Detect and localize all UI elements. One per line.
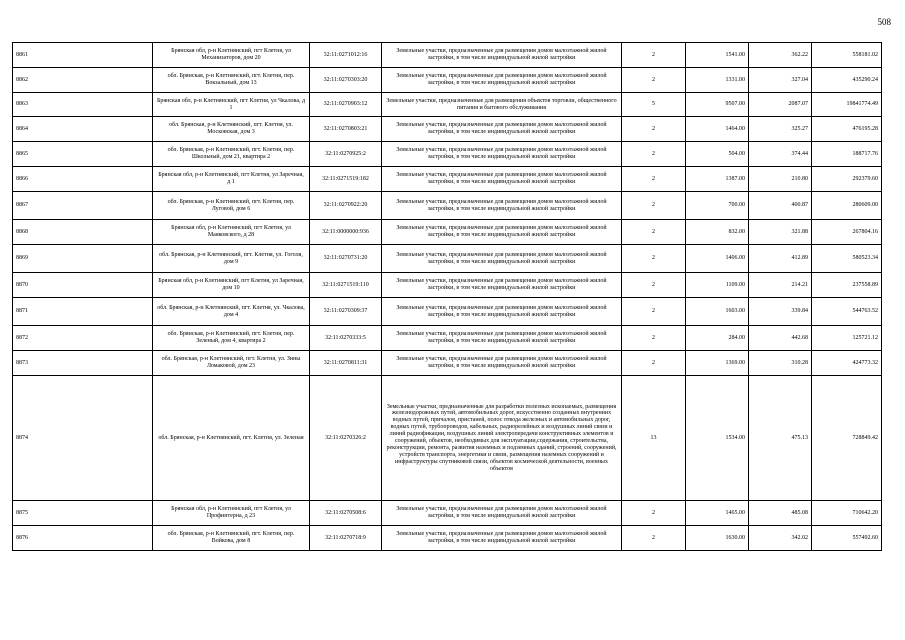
land-use-cell: Земельные участки, предназначенные для размещения домов малоэтажной жилой застройки, в том числе индивидуальной жилой застройки <box>382 273 622 298</box>
table-row <box>13 93 882 117</box>
address-cell: Брянская обл, р-н Клетнянский, пгт Клетня, ул Механизаторов, дом 20 <box>153 43 310 68</box>
group-cell: 2 <box>622 192 686 220</box>
row-number: 8873 <box>13 351 153 376</box>
address-cell: Брянская обл, р-н Клетнянский, пгт Клетня, ул Заречная, д 1 <box>153 167 310 192</box>
specific-value-cell: 325.27 <box>749 117 812 142</box>
area-cell: 1464.00 <box>686 117 749 142</box>
area-cell: 504.00 <box>686 142 749 167</box>
row-number: 8861 <box>13 43 153 68</box>
group-cell: 2 <box>622 142 686 167</box>
group-cell: 2 <box>622 273 686 298</box>
specific-value-cell: 374.44 <box>749 142 812 167</box>
address-cell: обл. Брянская, р-н Клетнянский, пгт. Клетня, ул. Зеленая <box>153 376 310 501</box>
cadastral-value-cell: 188717.76 <box>812 142 882 167</box>
cadastral-value-cell: 580523.34 <box>812 245 882 273</box>
address-cell: обл. Брянская, р-н Клетнянский, пгт. Клетня, ул. Московская, дом 3 <box>153 117 310 142</box>
group-cell: 2 <box>622 68 686 93</box>
cadastral-number-cell: 32:11:0000000:936 <box>310 220 382 245</box>
cadastral-number-cell: 32:11:0271519:110 <box>310 273 382 298</box>
cadastral-number-cell: 32:11:0271519:182 <box>310 167 382 192</box>
area-cell: 1603.00 <box>686 298 749 326</box>
table-row <box>13 298 882 326</box>
table-row <box>13 326 882 351</box>
cadastral-value-cell: 424773.32 <box>812 351 882 376</box>
land-use-cell: Земельные участки, предназначенные для размещения домов малоэтажной жилой застройки, в том числе индивидуальной жилой застройки <box>382 326 622 351</box>
cadastral-value-cell: 544763.52 <box>812 298 882 326</box>
specific-value-cell: 321.88 <box>749 220 812 245</box>
cadastral-number-cell: 32:11:0270303:20 <box>310 68 382 93</box>
land-use-cell: Земельные участки, предназначенные для размещения домов малоэтажной жилой застройки, в том числе индивидуальной жилой застройки <box>382 117 622 142</box>
group-cell: 2 <box>622 326 686 351</box>
land-use-cell: Земельные участки, предназначенные для размещения домов малоэтажной жилой застройки, в том числе индивидуальной жилой застройки <box>382 43 622 68</box>
address-cell: Брянская обл, р-н Клетнянский, пгт Клетня, ул Чкалова, д 1 <box>153 93 310 117</box>
address-cell: обл. Брянская, р-н Клетнянский, пгт. Клетня, ул. Зины Ломаковой, дом 23 <box>153 351 310 376</box>
address-cell: обл. Брянская, р-н Клетнянский, пгт. Клетня, ул. Гоголя, дом 9 <box>153 245 310 273</box>
table-row <box>13 142 882 167</box>
specific-value-cell: 442.68 <box>749 326 812 351</box>
row-number: 8874 <box>13 376 153 501</box>
specific-value-cell: 475.13 <box>749 376 812 501</box>
area-cell: 1406.00 <box>686 245 749 273</box>
address-cell: обл. Брянская, р-н Клетнянский, пгт. Клетня, пер. Войкова, дом 8 <box>153 526 310 551</box>
group-cell: 2 <box>622 526 686 551</box>
group-cell: 2 <box>622 117 686 142</box>
cadastral-value-cell: 710642.20 <box>812 501 882 526</box>
group-cell: 2 <box>622 298 686 326</box>
address-cell: Брянская обл, р-н Клетнянский, пгт Клетня, ул Профинтерна, д 23 <box>153 501 310 526</box>
row-number: 8868 <box>13 220 153 245</box>
land-use-cell: Земельные участки, предназначенные для размещения домов малоэтажной жилой застройки, в том числе индивидуальной жилой застройки <box>382 68 622 93</box>
land-use-cell: Земельные участки, предназначенные для размещения домов малоэтажной жилой застройки, в том числе индивидуальной жилой застройки <box>382 298 622 326</box>
land-use-cell: Земельные участки, предназначенные для размещения домов малоэтажной жилой застройки, в том числе индивидуальной жилой застройки <box>382 142 622 167</box>
area-cell: 1541.00 <box>686 43 749 68</box>
cadastral-value-cell: 728849.42 <box>812 376 882 501</box>
area-cell: 1534.00 <box>686 376 749 501</box>
row-number: 8863 <box>13 93 153 117</box>
group-cell: 13 <box>622 376 686 501</box>
table-row <box>13 273 882 298</box>
table-body <box>13 43 882 551</box>
specific-value-cell: 412.89 <box>749 245 812 273</box>
cadastral-number-cell: 32:11:0270811:31 <box>310 351 382 376</box>
area-cell: 832.00 <box>686 220 749 245</box>
land-use-cell: Земельные участки, предназначенные для разработки полезных ископаемых, размещения железнодорожных путей, автомобильных дорог, искусственно созданных внутренних водных путей, причалов, пристаней, полос отвода железных и автомобильных дорог, водных путей, трубопроводов, кабельных, радиорелейных и воздушных линий связи и линий радиофикации, воздушных линий электропередачи конструктивных элементов и сооружений, объектов, необходимых для эксплуатации,содержания, строительства, реконструкции, ремонта, развития наземных и подземных зданий, строений, сооружений, устройств транспорта, энергетики и связи, размещения наземных сооружений и инфраструктуры спутниковой связи, объектов космической деятельности, военных объектов <box>382 376 622 501</box>
area-cell: 700.00 <box>686 192 749 220</box>
group-cell: 5 <box>622 93 686 117</box>
specific-value-cell: 342.02 <box>749 526 812 551</box>
address-cell: Брянская обл, р-н Клетнянский, пгт Клетня, ул Маяковского, д 28 <box>153 220 310 245</box>
land-use-cell: Земельные участки, предназначенные для размещения домов малоэтажной жилой застройки, в том числе индивидуальной жилой застройки <box>382 192 622 220</box>
cadastral-value-cell: 280609.00 <box>812 192 882 220</box>
row-number: 8862 <box>13 68 153 93</box>
cadastral-value-cell: 292379.60 <box>812 167 882 192</box>
cadastral-value-table <box>12 42 882 551</box>
area-cell: 1387.00 <box>686 167 749 192</box>
row-number: 8867 <box>13 192 153 220</box>
area-cell: 1109.00 <box>686 273 749 298</box>
cadastral-number-cell: 32:11:0270309:37 <box>310 298 382 326</box>
land-use-cell: Земельные участки, предназначенные для размещения домов малоэтажной жилой застройки, в том числе индивидуальной жилой застройки <box>382 220 622 245</box>
row-number: 8864 <box>13 117 153 142</box>
cadastral-number-cell: 32:11:0270922:20 <box>310 192 382 220</box>
table-row <box>13 68 882 93</box>
cadastral-number-cell: 32:11:0270925:2 <box>310 142 382 167</box>
land-use-cell: Земельные участки, предназначенные для размещения домов малоэтажной жилой застройки, в том числе индивидуальной жилой застройки <box>382 167 622 192</box>
cadastral-number-cell: 32:11:0270326:2 <box>310 376 382 501</box>
table-row <box>13 220 882 245</box>
table-row <box>13 245 882 273</box>
specific-value-cell: 362.22 <box>749 43 812 68</box>
area-cell: 284.00 <box>686 326 749 351</box>
specific-value-cell: 2087.07 <box>749 93 812 117</box>
address-cell: Брянская обл, р-н Клетнянский, пгт Клетня, ул Заречная, дом 10 <box>153 273 310 298</box>
cadastral-number-cell: 32:11:0270718:9 <box>310 526 382 551</box>
row-number: 8876 <box>13 526 153 551</box>
address-cell: обл. Брянская, р-н Клетнянский, пгт. Клетня, пер. Луговой, дом 6 <box>153 192 310 220</box>
group-cell: 2 <box>622 220 686 245</box>
table-row <box>13 351 882 376</box>
address-cell: обл. Брянская, р-н Клетнянский, пгт. Клетня, пер. Вокзальный, дом 13 <box>153 68 310 93</box>
area-cell: 1465.00 <box>686 501 749 526</box>
group-cell: 2 <box>622 351 686 376</box>
cadastral-value-cell: 125721.12 <box>812 326 882 351</box>
cadastral-number-cell: 32:11:0270731:20 <box>310 245 382 273</box>
cadastral-number-cell: 32:11:0271012:16 <box>310 43 382 68</box>
row-number: 8870 <box>13 273 153 298</box>
specific-value-cell: 310.28 <box>749 351 812 376</box>
cadastral-value-cell: 476195.28 <box>812 117 882 142</box>
cadastral-value-cell: 237558.89 <box>812 273 882 298</box>
area-cell: 1331.00 <box>686 68 749 93</box>
table-row <box>13 117 882 142</box>
table-row <box>13 192 882 220</box>
row-number: 8865 <box>13 142 153 167</box>
cadastral-number-cell: 32:11:0270508:6 <box>310 501 382 526</box>
cadastral-value-cell: 558181.02 <box>812 43 882 68</box>
specific-value-cell: 327.04 <box>749 68 812 93</box>
area-cell: 1630.00 <box>686 526 749 551</box>
row-number: 8871 <box>13 298 153 326</box>
cadastral-value-cell: 557492.60 <box>812 526 882 551</box>
cadastral-value-cell: 19841774.49 <box>812 93 882 117</box>
specific-value-cell: 400.87 <box>749 192 812 220</box>
land-use-cell: Земельные участки, предназначенные для размещения домов малоэтажной жилой застройки, в том числе индивидуальной жилой застройки <box>382 501 622 526</box>
group-cell: 2 <box>622 245 686 273</box>
address-cell: обл. Брянская, р-н Клетнянский, пгт. Клетня, пер. Зеленый, дом 4, квартира 2 <box>153 326 310 351</box>
address-cell: обл. Брянская, р-н Клетнянский, пгт. Клетня, пер. Школьный, дом 21, квартира 2 <box>153 142 310 167</box>
group-cell: 2 <box>622 501 686 526</box>
specific-value-cell: 210.80 <box>749 167 812 192</box>
land-use-cell: Земельные участки, предназначенные для размещения домов малоэтажной жилой застройки, в том числе индивидуальной жилой застройки <box>382 526 622 551</box>
address-cell: обл. Брянская, р-н Клетнянский, пгт. Клетня, ул. Чкалова, дом 4 <box>153 298 310 326</box>
land-use-cell: Земельные участки, предназначенные для размещения объектов торговли, общественного питания и бытового обслуживания <box>382 93 622 117</box>
cadastral-value-cell: 435290.24 <box>812 68 882 93</box>
table-row <box>13 43 882 68</box>
land-use-cell: Земельные участки, предназначенные для размещения домов малоэтажной жилой застройки, в том числе индивидуальной жилой застройки <box>382 351 622 376</box>
row-number: 8875 <box>13 501 153 526</box>
group-cell: 2 <box>622 167 686 192</box>
specific-value-cell: 214.21 <box>749 273 812 298</box>
cadastral-value-cell: 267804.16 <box>812 220 882 245</box>
table-row <box>13 376 882 501</box>
group-cell: 2 <box>622 43 686 68</box>
table-row <box>13 526 882 551</box>
area-cell: 9507.00 <box>686 93 749 117</box>
land-use-cell: Земельные участки, предназначенные для размещения домов малоэтажной жилой застройки, в том числе индивидуальной жилой застройки <box>382 245 622 273</box>
row-number: 8872 <box>13 326 153 351</box>
cadastral-number-cell: 32:11:0270903:12 <box>310 93 382 117</box>
row-number: 8869 <box>13 245 153 273</box>
page-number: 508 <box>877 17 891 27</box>
specific-value-cell: 339.84 <box>749 298 812 326</box>
table-row <box>13 501 882 526</box>
row-number: 8866 <box>13 167 153 192</box>
area-cell: 1369.00 <box>686 351 749 376</box>
specific-value-cell: 485.08 <box>749 501 812 526</box>
cadastral-number-cell: 32:11:0270333:5 <box>310 326 382 351</box>
cadastral-number-cell: 32:11:0270803:21 <box>310 117 382 142</box>
table-row <box>13 167 882 192</box>
